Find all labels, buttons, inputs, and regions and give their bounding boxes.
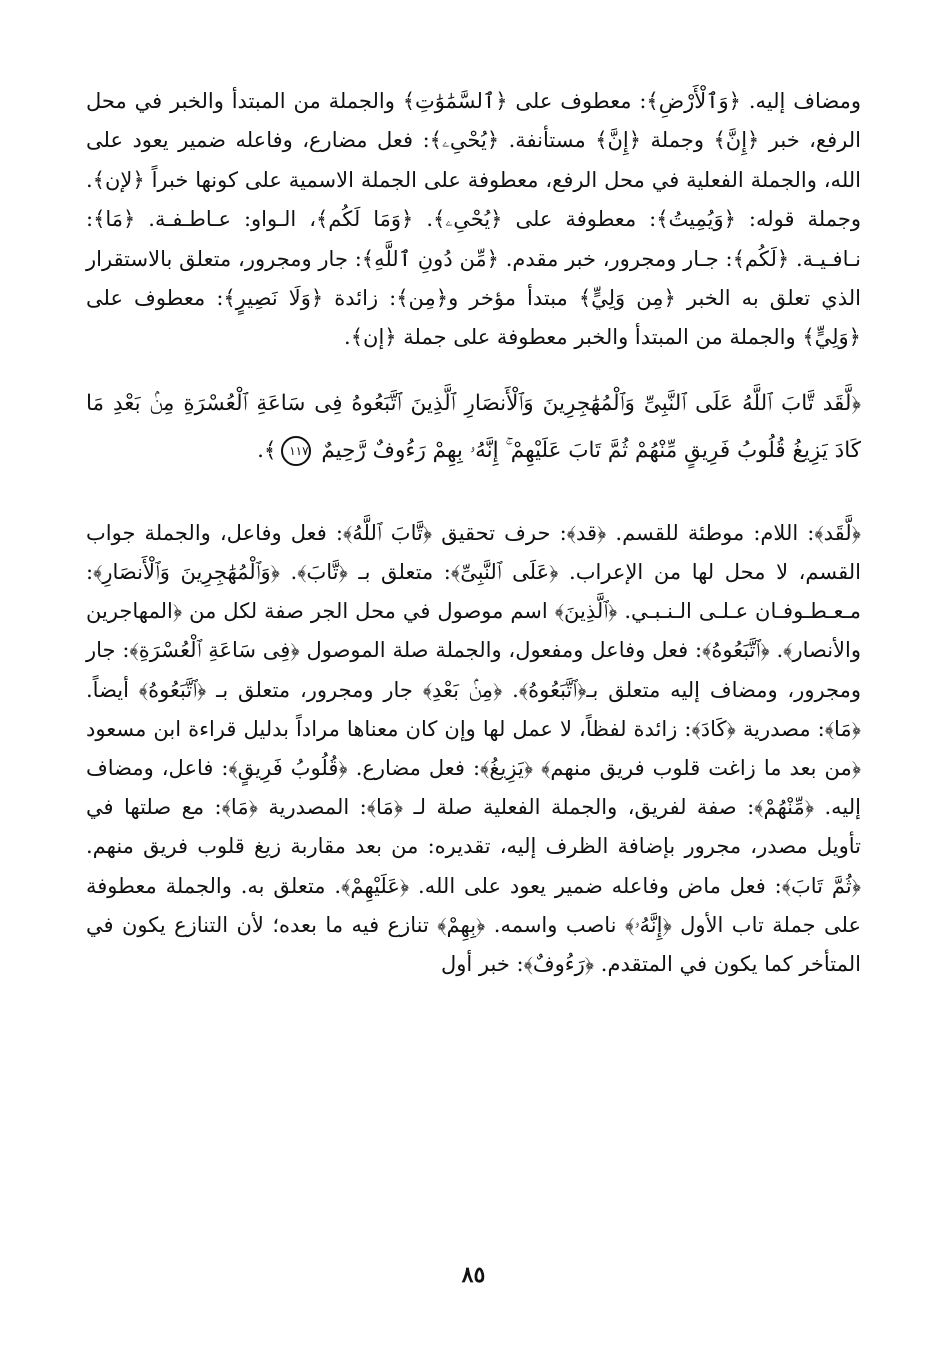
verse-text: ﴿لَّقَد تَّابَ ٱللَّهُ عَلَى ٱلنَّبِىِّ وَٱلْمُهَٰجِرِينَ وَٱلْأَنصَارِ ٱلَّذِينَ ٱتَّبَعُوهُ فِى سَاعَةِ ٱلْعُسْرَةِ مِنۢ بَعْدِ مَا كَادَ يَزِيغُ قُلُوبُ فَرِيقٍ مِّنْهُمْ ثُمَّ تَابَ عَلَيْهِمْ ۚ إِنَّهُۥ بِهِمْ رَءُوفٌ رَّحِيمٌ <box>86 390 861 463</box>
quran-verse <box>86 380 861 474</box>
page-number: ٨٥ <box>461 1262 486 1288</box>
commentary-paragraph-2: ﴿لَّقَد﴾: اللام: موطئة للقسم. ﴿قد﴾: حرف تحقيق ﴿تَّابَ ٱللَّهُ﴾: فعل وفاعل، والجملة جواب القسم، لا محل لها من الإعراب. ﴿عَلَى ٱلنَّبِىِّ﴾: متعلق بـ ﴿تَّابَ﴾. ﴿وَٱلْمُهَٰجِرِينَ وَٱلْأَنصَارِ﴾: مـعـطـوفـان عـلـى الـنـبـي. ﴿ٱلَّذِينَ﴾ اسم موصول في محل الجر صفة لكل من ﴿المهاجرين والأنصار﴾. ﴿ٱتَّبَعُوهُ﴾: فعل وفاعل ومفعول، والجملة صلة الموصول ﴿فِى سَاعَةِ ٱلْعُسْرَةِ﴾: جار ومجرور، ومضاف إليه متعلق بـ﴿ٱتَّبَعُوهُ﴾. ﴿مِنۢ بَعْدِ﴾ جار ومجرور، متعلق بـ ﴿ٱتَّبَعُوهُ﴾ أيضاً. ﴿مَا﴾: مصدرية ﴿كَادَ﴾: زائدة لفظاً، لا عمل لها وإن كان معناها مراداً بدليل قراءة ابن مسعود ﴿من بعد ما زاغت قلوب فريق منهم﴾ ﴿يَزِيغُ﴾: فعل مضارع. ﴿قُلُوبُ فَرِيقٍ﴾: فاعل، ومضاف إليه. ﴿مِّنْهُمْ﴾: صفة لفريق، والجملة الفعلية صلة لـ ﴿مَا﴾: المصدرية ﴿مَا﴾: مع صلتها في تأويل مصدر، مجرور بإضافة الظرف إليه، تقديره: من بعد مقاربة زيغ قلوب فريق منهم. ﴿ثُمَّ تَابَ﴾: فعل ماض وفاعله ضمير يعود على الله. ﴿عَلَيْهِمْ﴾. متعلق به. والجملة معطوفة على جملة تاب الأول ﴿إِنَّهُۥ﴾ ناصب واسمه. ﴿بِهِمْ﴾ تنازع فيه ما بعده؛ لأن التنازع يكون في المتأخر كما يكون في المتقدم. ﴿رَءُوفٌ﴾: خبر أول <box>86 520 861 977</box>
commentary-paragraph-1: ومضاف إليه. ﴿وَٱلْأَرْضِ﴾: معطوف على ﴿ٱلسَّمَٰوَٰتِ﴾ والجملة من المبتدأ والخبر في محل الرفع، خبر ﴿إِنَّ﴾ وجملة ﴿إِنَّ﴾ مستأنفة. ﴿يُحْىِۦ﴾: فعل مضارع، وفاعله ضمير يعود على الله، والجملة الفعلية في محل الرفع، معطوفة على الجملة الاسمية على كونها خبراً ﴿لإن﴾. وجملة قوله: ﴿وَيُمِيتُ﴾: معطوفة على ﴿يُحْىِۦ﴾. ﴿وَمَا لَكُم﴾، الـواو: عـاطـفـة. ﴿مَا﴾: نـافـيـة. ﴿لَكُم﴾: جـار ومجرور، خبر مقدم. ﴿مِّن دُونِ ٱللَّهِ﴾: جار ومجرور، متعلق بالاستقرار الذي تعلق به الخبر ﴿مِن وَلِيٍّ﴾ مبتدأ مؤخر و﴿مِن﴾: زائدة ﴿وَلَا نَصِيرٍ﴾: معطوف على ﴿وَلِيٍّ﴾ والجملة من المبتدأ والخبر معطوفة على جملة ﴿إن﴾. <box>86 89 861 350</box>
verse-closing: ﴾. <box>257 437 277 463</box>
verse-number-marker: ١١٧ <box>281 436 311 466</box>
page-body <box>86 82 861 1005</box>
